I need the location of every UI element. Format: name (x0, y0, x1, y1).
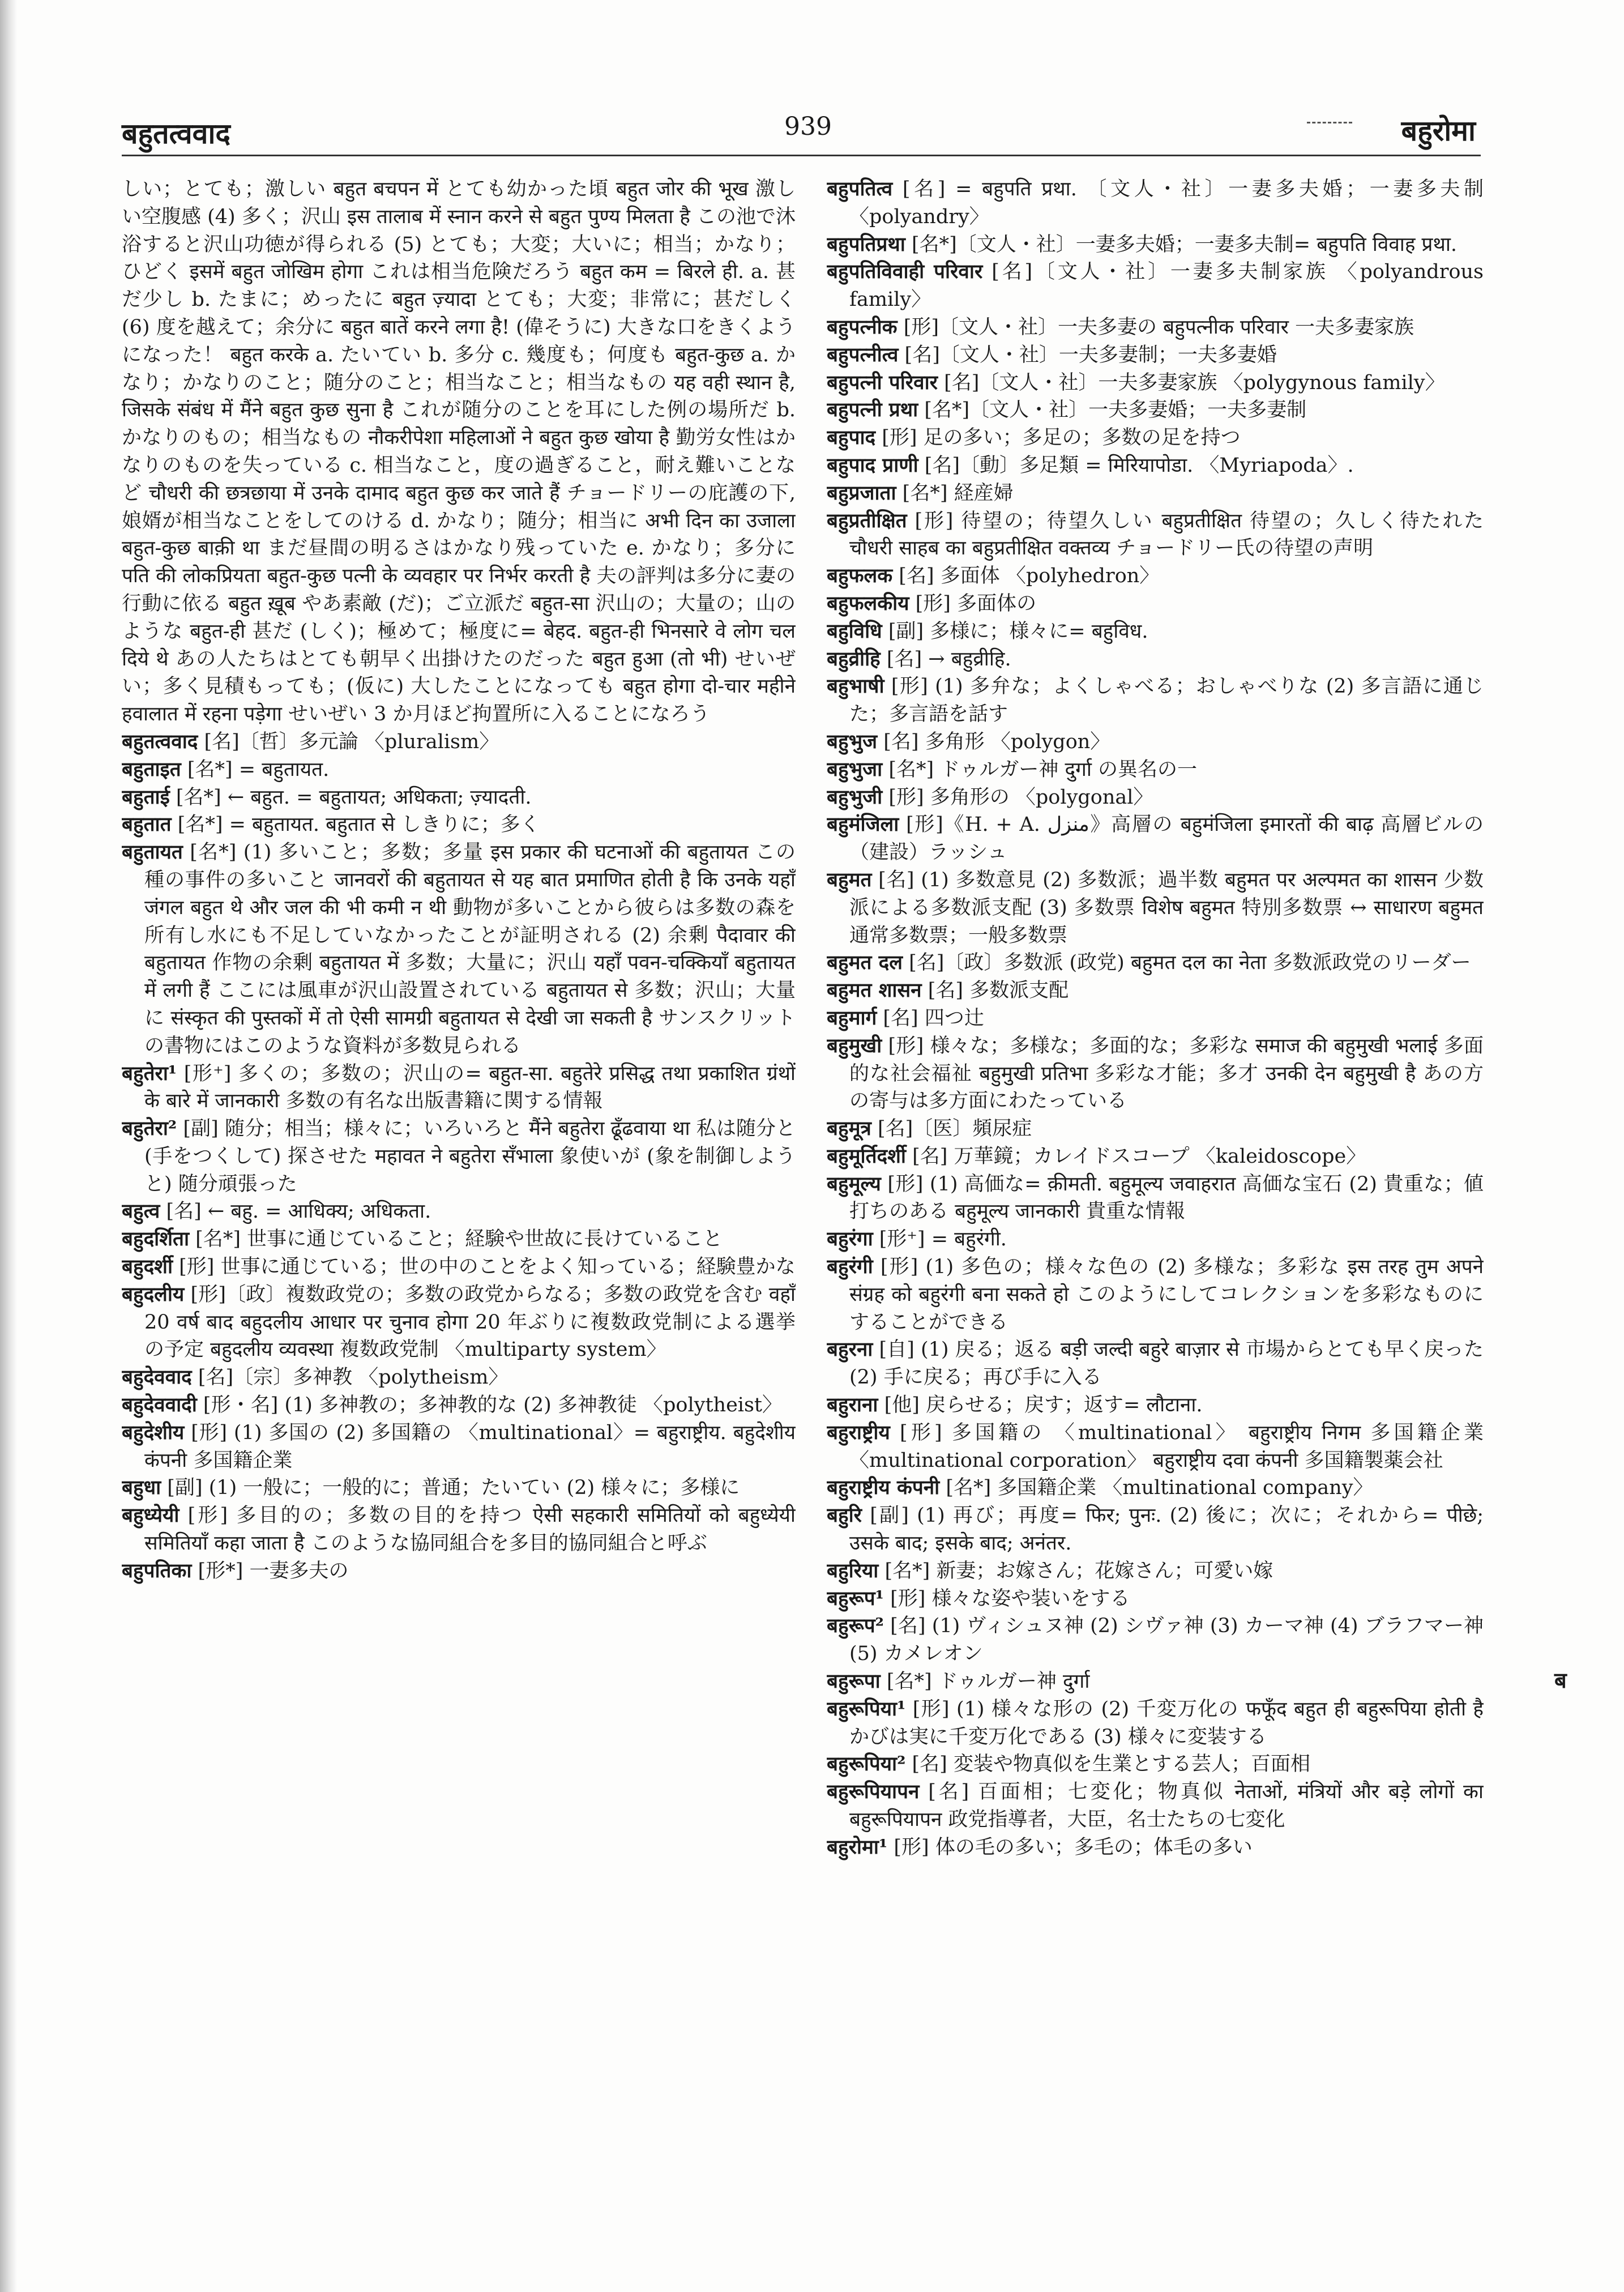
dictionary-entry (122, 1198, 796, 1226)
headword: बहुमंजिला (827, 813, 899, 836)
headword: बहुपाद (827, 426, 876, 450)
headword: बहुभुजी (827, 785, 883, 809)
headword: बहुरूपिया¹ (827, 1697, 906, 1721)
dictionary-entry (827, 231, 1484, 259)
header-rule (122, 155, 1481, 156)
dictionary-entry (827, 646, 1484, 673)
entry-definition: [副] (1) 一般に；一般的に；普通；たいてい (2) 様々に；多様に (161, 1476, 740, 1500)
entry-definition: [名]〔医〕頻尿症 (871, 1117, 1032, 1141)
entry-definition: [副] 随分；相当；様々に；いろいろと मैंने बहुतेरा ढूँढवाया था 私は随分と (手をつくして) 探させた महावत ने बहुतेरा सँभाला 象使いが (象を制御しようと) 随分頑張った (144, 1117, 796, 1196)
headword: बहुपतिका (122, 1559, 192, 1582)
page-binding-shadow (0, 0, 17, 2292)
dictionary-entry (827, 867, 1484, 949)
headword: बहुपत्नीक (827, 315, 898, 339)
dictionary-entry (827, 1778, 1484, 1834)
dictionary-entry (122, 839, 796, 1060)
entry-definition: [名] (1) 多数意見 (2) 多数派；過半数 बहुमत पर अल्पमत का शासन 少数派による多数派支配 (3) 多数票 विशेष बहुमत 特別多数票 ↔ साधारण बहुमत 通常多数票；一般多数票 (849, 868, 1484, 947)
dictionary-entry (827, 590, 1484, 618)
dictionary-entry (827, 1392, 1484, 1419)
entry-definition: [自] (1) 戻る；返る बड़ी जल्दी बहुरे बाज़ार से 市場からとても早く戻った (2) 手に戻る；再び手に入る (849, 1338, 1484, 1389)
entry-definition: [形*] 一妻多夫の (191, 1559, 349, 1582)
entry-definition: [名] 多面体 〈polyhedron〉 (892, 565, 1160, 588)
entry-definition: [名*]〔文人・社〕一妻多夫婚；一妻多夫制= बहुपति विवाह प्रथा. (905, 233, 1458, 256)
headword: बहुपतित्व (827, 177, 893, 200)
entry-definition: [副] (1) 再び；再度= फिर; पुनः. (2) 後に；次に；それから= पीछे; उसके बाद; इसके बाद; अनंतर. (849, 1504, 1484, 1555)
left-column (122, 176, 796, 2271)
headword: बहुदर्शी (122, 1255, 173, 1279)
headword: बहुमार्ग (827, 1006, 877, 1030)
dictionary-entry (122, 1115, 796, 1198)
entry-definition: [名*] ドゥルガー神 दुर्गा (880, 1670, 1090, 1693)
headword: बहुराष्ट्रीय कंपनी (827, 1476, 940, 1500)
entry-definition: [名]〔政〕多数派 (政党) बहुमत दल का नेता 多数派政党のリーダー (902, 951, 1471, 975)
headword: बहुदेशीय (122, 1420, 185, 1444)
headword: बहुराना (827, 1393, 878, 1417)
dictionary-entry (827, 452, 1484, 480)
entry-definition: [形] (1) 様々な形の (2) 千変万化の फफूँद बहुत ही बहुरूपिया होती है かびは実に千変万化である (3) 様々に変装する (849, 1697, 1484, 1748)
dictionary-entry (122, 1060, 796, 1116)
headword: बहुमूत्र (827, 1117, 871, 1141)
headword: बहुफलक (827, 564, 893, 588)
entry-definition: [形] 多国籍の 〈multinational〉 बहुराष्ट्रीय निगम 多国籍企業 〈multinational corporation〉 बहुराष्ट्रीय दवा कंपनी 多国籍製薬会社 (849, 1421, 1484, 1472)
entry-definition: [名*] 新妻；お嫁さん；花嫁さん；可愛い嫁 (878, 1559, 1273, 1582)
headword: बहुतत्ववाद (122, 729, 198, 753)
headword: बहुरूपियापन (827, 1780, 920, 1804)
headword: बहुरूप² (827, 1614, 884, 1638)
dictionary-entry (827, 1612, 1484, 1668)
dictionary-entry (122, 1557, 796, 1585)
dictionary-entry (827, 1696, 1484, 1751)
dictionary-entry (827, 507, 1484, 563)
entry-definition: [名] ← बहु. = आधिक्य; अधिकता. (160, 1200, 431, 1223)
dictionary-entry (827, 977, 1484, 1005)
dictionary-entry (827, 1336, 1484, 1392)
entry-definition: [名*] = बहुतायत. बहुतात से しきりに；多く (171, 813, 540, 836)
entry-definition: [名] 多角形 〈polygon〉 (877, 730, 1110, 753)
dictionary-entry (827, 673, 1484, 728)
dictionary-entry (827, 424, 1484, 452)
headword: बहुपाद प्राणी (827, 453, 918, 477)
headword: बहुरना (827, 1338, 873, 1361)
headword: बहुरि (827, 1504, 862, 1527)
entry-definition: [形] 世事に通じている；世の中のことをよく知っている；経験豊かな (173, 1256, 796, 1279)
dictionary-entry (827, 756, 1484, 784)
headword: बहुमत शासन (827, 979, 922, 1002)
headword: बहुदेववाद (122, 1365, 192, 1389)
running-head-right: बहुरोमा (1401, 114, 1476, 147)
dictionary-entry (827, 1834, 1484, 1862)
headword: बहुरूप¹ (827, 1586, 884, 1610)
entry-definition: [形] 待望の；待望久しい बहुप्रतीक्षित 待望の；久しく待たれた चौधरी साहब का बहुप्रतीक्षित वक्तव्य チョードリー氏の待望の声明 (849, 509, 1484, 560)
dictionary-entry (827, 1226, 1484, 1253)
dictionary-entry (122, 728, 796, 756)
entry-definition: [名]〔文人・社〕一夫多妻家族 〈polygynous family〉 (937, 371, 1445, 394)
headword: बहुपतिप्रथा (827, 232, 905, 256)
dictionary-entry (122, 1419, 796, 1475)
dictionary-entry (827, 1253, 1484, 1336)
headword: बहुपत्नी परिवार (827, 370, 938, 394)
page-number: 939 (784, 112, 832, 141)
dictionary-entry (827, 1171, 1484, 1226)
dictionary-entry (122, 1281, 796, 1364)
headword: बहुतात (122, 813, 172, 836)
dictionary-entry (827, 1005, 1484, 1032)
dictionary-entry (122, 784, 796, 812)
headword: बहुराष्ट्रीय (827, 1420, 890, 1444)
entry-definition: [名]〔文人・社〕一妻多夫制家族 〈polyandrous family〉 (849, 261, 1484, 311)
headword: बहुरंगी (827, 1255, 873, 1279)
entry-definition: [名]〔哲〕多元論 〈pluralism〉 (198, 730, 499, 753)
headword: बहुभाषी (827, 675, 884, 698)
dictionary-entry (827, 728, 1484, 756)
entry-definition: [形] 様々な姿や装いをする (883, 1587, 1130, 1610)
entry-definition: [名*] = बहुतायत. (181, 758, 330, 781)
dictionary-entry (827, 618, 1484, 646)
running-head-dash (1307, 122, 1352, 123)
entry-definition: [形] (1) 多色の；様々な色の (2) 多様な；多彩な इस तरह तुम अपने संग्रह को बहुरंगी बना सकते हो このようにしてコレクションを多彩なものにすることができる (849, 1256, 1484, 1334)
entry-definition: [名*] ← बहुत. = बहुतायत; अधिकता; ज़्यादती. (169, 786, 532, 809)
dictionary-entry (827, 1032, 1484, 1115)
headword: बहुमूल्य (827, 1172, 881, 1196)
entry-definition: [名*] ドゥルガー神 दुर्गा の異名の一 (882, 758, 1198, 781)
entry-definition: [形・名] (1) 多神教の；多神教的な (2) 多神教徒 〈polytheist〉 (196, 1394, 782, 1417)
entry-definition: [名]〔宗〕多神教 〈polytheism〉 (191, 1366, 508, 1389)
entry-definition: [名] → बहुव्रीहि. (880, 647, 1011, 671)
headword: बहुफलकीय (827, 591, 909, 615)
dictionary-entry (827, 1751, 1484, 1778)
headword: बहुरिया (827, 1559, 879, 1582)
entry-definition: [他] 戻らせる；戻す；返す= लौटाना. (878, 1394, 1203, 1417)
entry-definition: [名] 万華鏡；カレイドスコープ 〈kaleidoscope〉 (905, 1145, 1366, 1168)
headword: बहुरूपा (827, 1670, 881, 1693)
dictionary-entry (827, 342, 1484, 369)
headword: बहुप्रजाता (827, 481, 896, 505)
thumb-index-letter: ब (1554, 1667, 1567, 1693)
dictionary-entry (827, 1668, 1484, 1696)
dictionary-entry (122, 811, 796, 839)
dictionary-entry (827, 369, 1484, 397)
headword: बहुतेरा² (122, 1117, 177, 1141)
headword: बहुमूर्तिदर्शी (827, 1144, 906, 1168)
entry-definition: [形] 様々な；多様な；多面的な；多彩な समाज की बहुमुखी भलाई 多面的な社会福祉 बहुमुखी प्रतिभा 多彩な才能；多才 उनकी देन बहुमुखी है あの方の寄与は多方面にわたっている (849, 1034, 1484, 1113)
entry-definition: [形]《H. + A. منزل》高層の बहुमंजिला इमारतों की बाढ़ 高層ビルの（建設）ラッシュ (849, 813, 1484, 864)
dictionary-entry (122, 1474, 796, 1502)
headword: बहुताई (122, 785, 170, 809)
dictionary-entry (827, 1557, 1484, 1585)
headword: बहुपतिविवाही परिवार (827, 260, 983, 284)
dictionary-entry (827, 258, 1484, 314)
entry-definition: [形] 多角形の 〈polygonal〉 (882, 786, 1153, 809)
entry-definition: [名] 多数派支配 (921, 979, 1069, 1002)
dictionary-entry (122, 1364, 796, 1392)
headword: बहुदेववादी (122, 1393, 197, 1417)
headword: बहुपत्नी प्रथा (827, 398, 918, 422)
headword: बहुभुज (827, 729, 878, 753)
entry-definition: [形] (1) 高価な= क़ीमती. बहुमूल्य जवाहरात 高価な宝石 (2) 貴重な；値打ちのある बहुमूल्य जानकारी 貴重な情報 (849, 1172, 1484, 1223)
headword: बहुत्व (122, 1200, 160, 1223)
headword: बहुतायत (122, 840, 183, 864)
entry-definition: [形]〔文人・社〕一夫多妻の बहुपत्नीक परिवार 一夫多妻家族 (897, 315, 1414, 339)
dictionary-entry (827, 396, 1484, 424)
dictionary-entry (122, 1502, 796, 1557)
entry-definition: [名*]〔文人・社〕一夫多妻婚；一夫多妻制 (918, 399, 1307, 422)
headword: बहुरोमा¹ (827, 1835, 888, 1859)
entry-definition: [形]〔政〕複数政党の；多数の政党からなる；多数の政党を含む वहाँ 20 वर्ष बाद बहुदलीय आधार पर चुनाव होगा 20 年ぶりに複数政党制による選挙の予定 बहुदलीय व्यवस्था 複数政党制 〈multiparty system〉 (144, 1283, 796, 1361)
dictionary-entry (827, 480, 1484, 507)
right-column (827, 176, 1484, 2271)
headword: बहुमुखी (827, 1034, 882, 1057)
dictionary-entry (827, 1115, 1484, 1143)
dictionary-entry (122, 1392, 796, 1419)
dictionary-entry (827, 1502, 1484, 1557)
entry-definition: [名]〔動〕多足類 = मिरियापोडा. 〈Myriapoda〉. (918, 454, 1354, 477)
headword: बहुरूपिया² (827, 1752, 906, 1776)
entry-definition: [名*] (1) 多いこと；多数；多量 इस प्रकार की घटनाओं की बहुतायत この種の事件の多いこと जानवरों की बहुतायत से यह बात प्रमाणित होती है कि उनके यहाँ जंगल बहुत थे और जल की भी कमी न थी 動物が多いことから彼らは多数の森を所有し水にも不足していなかったことが証明される (2) 余剰 पैदावार की बहुतायत 作物の余剰 बहुतायत में 多数；大量に；沢山 यहाँ पवन-चक्कियाँ बहुतायत में लगी हैं ここには風車が沢山設置されている बहुतायत से 多数；沢山；大量に संस्कृत की पुस्तकों में तो ऐसी सामग्री बहुतायत से देखी जा सकती है サンスクリットの書物にはこのような資料が多数見られる (144, 841, 796, 1057)
dictionary-entry (827, 176, 1484, 231)
headword: बहुभुजा (827, 757, 883, 781)
headword: बहुदलीय (122, 1282, 185, 1306)
headword: बहुमत दल (827, 951, 903, 975)
headword: बहुविधि (827, 619, 882, 643)
entry-definition: [名] (1) ヴィシュヌ神 (2) シヴァ神 (3) カーマ神 (4) ブラフマー神 (5) カメレオン (849, 1615, 1484, 1666)
dictionary-entry (827, 314, 1484, 342)
dictionary-entry (122, 1226, 796, 1253)
headword: बहुमत (827, 868, 872, 891)
entry-definition: [形] 多目的の；多数の目的を持つ ऐसी सहकारी समितियों को बहुध्येयी समितियाँ कहा जाता है このような協同組合を多目的協同組合と呼ぶ (144, 1504, 796, 1555)
headword: बहुपत्नीत्व (827, 343, 899, 366)
entry-definition: [副] 多様に；様々に= बहुविध. (882, 620, 1148, 643)
headword: बहुदर्शिता (122, 1227, 190, 1251)
headword: बहुप्रतीक्षित (827, 509, 907, 532)
running-head-left: बहुतत्ववाद (122, 117, 230, 150)
headword: बहुध्येयी (122, 1504, 180, 1527)
dictionary-entry (827, 1143, 1484, 1171)
dictionary-entry (827, 811, 1484, 867)
entry-definition: [形] 体の毛の多い；多毛の；体毛の多い (887, 1836, 1253, 1859)
dictionary-entry (827, 1419, 1484, 1475)
entry-definition: [名*] 経産婦 (896, 481, 1014, 505)
dictionary-entry (122, 176, 796, 728)
dictionary-entry (827, 1585, 1484, 1613)
dictionary-entry (827, 949, 1484, 977)
entry-definition: [形] (1) 多弁な；よくしゃべる；おしゃべりな (2) 多言語に通じた；多言語を話す (849, 675, 1484, 726)
entry-definition: [名] 百面相；七変化；物真似 नेताओं, मंत्रियों और बड़े लोगों का बहुरूपियापन 政党指導者，大臣，名士たちの七変化 (849, 1781, 1484, 1832)
dictionary-entry (827, 1474, 1484, 1502)
headword: बहुतेरा¹ (122, 1061, 177, 1085)
entry-definition: [形] 足の多い；多足の；多数の足を持つ (875, 426, 1241, 450)
dictionary-entry (827, 562, 1484, 590)
entry-definition: [形] 多面体の (909, 592, 1037, 615)
headword: बहुताइत (122, 757, 181, 781)
entry-definition: [形] (1) 多国の (2) 多国籍の 〈multinational〉= बहुराष्ट्रीय. बहुदेशीय कंपनी 多国籍企業 (144, 1421, 796, 1472)
dictionary-entry (122, 1253, 796, 1281)
entry-definition: [名] = बहुपति प्रथा. 〔文人・社〕一妻多夫婚；一妻多夫制 〈polyandry〉 (849, 178, 1484, 228)
headword: बहुधा (122, 1476, 161, 1500)
entry-definition: [形⁺] = बहुरंगी. (873, 1228, 1007, 1251)
dictionary-entry (827, 784, 1484, 812)
entry-definition: しい；とても；激しい बहुत बचपन में とても幼かった頃 बहुत जोर की भूख 激しい空腹感 (4) 多く；沢山 इस तालाब में स्नान करने से बहुत पुण्य मिलता है この池で沐浴すると沢山功徳が得られる (5) とても；大変；大いに；相当；かなり；ひどく इसमें बहुत जोखिम होगा これは相当危険だろう बहुत कम = बिरले ही. a. 甚だ少し b. たまに；めったに बहुत ज़्यादा とても；大変；非常に；甚だしく (6) 度を越えて；余分に बहुत बातें करने लगा है! (偉そうに) 大きな口をきくようになった！ बहुत करके a. たいてい b. 多分 c. 幾度も；何度も बहुत-कुछ a. かなり；かなりのこと；随分のこと；相当なこと；相当なもの यह वही स्थान है, जिसके संबंध में मैंने बहुत कुछ सुना है これが随分のことを耳にした例の場所だ b. かなりのもの；相当なもの नौकरीपेशा महिलाओं ने बहुत कुछ खोया है 勤労女性はかなりのものを失っている c. 相当なこと，度の過ぎること，耐え難いことなど चौधरी की छत्रछाया में उनके दामाद बहुत कुछ कर जाते हैं チョードリーの庇護の下, 娘婿が相当なことをしてのける d. かなり；随分；相当に अभी दिन का उजाला बहुत-कुछ बाक़ी था まだ昼間の明るさはかなり残っていた e. かなり；多分に पति की लोकप्रियता बहुत-कुछ पत्नी के व्यवहार पर निर्भर करती है 夫の評判は多分に妻の行動に依る बहुत ख़ूब やあ素敵 (だ)；ご立派だ बहुत-सा 沢山の；大量の；山のような बहुत-ही 甚だ (しく)；極めて；極度に= बेहद. बहुत-ही भिनसारे वे लोग चल दिये थे あの人たちはとても朝早く出掛けたのだった बहुत हुआ (तो भी) せいぜい；多く見積もっても；(仮に) 大したことになっても बहुत होगा दो-चार महीने हवालात में रहना पड़ेगा せいぜい 3 か月ほど拘置所に入ることになろう (122, 178, 796, 726)
headword: बहुव्रीहि (827, 647, 881, 671)
entry-definition: [形⁺] 多くの；多数の；沢山の= बहुत-सा. बहुतेरे प्रसिद्ध तथा प्रकाशित ग्रंथों के बारे में जानकारी 多数の有名な出版書籍に関する情報 (144, 1062, 796, 1113)
entry-definition: [名]〔文人・社〕一夫多妻制；一夫多妻婚 (898, 343, 1277, 366)
dictionary-entry (122, 756, 796, 784)
entry-definition: [名] 四つ辻 (877, 1006, 984, 1030)
entry-definition: [名*] 世事に通じていること；経験や世故に長けていること (189, 1228, 723, 1251)
entry-definition: [名*] 多国籍企業 〈multinational company〉 (939, 1476, 1373, 1500)
headword: बहुरंगा (827, 1227, 873, 1251)
entry-definition: [名] 変装や物真似を生業とする芸人；百面相 (905, 1753, 1310, 1776)
